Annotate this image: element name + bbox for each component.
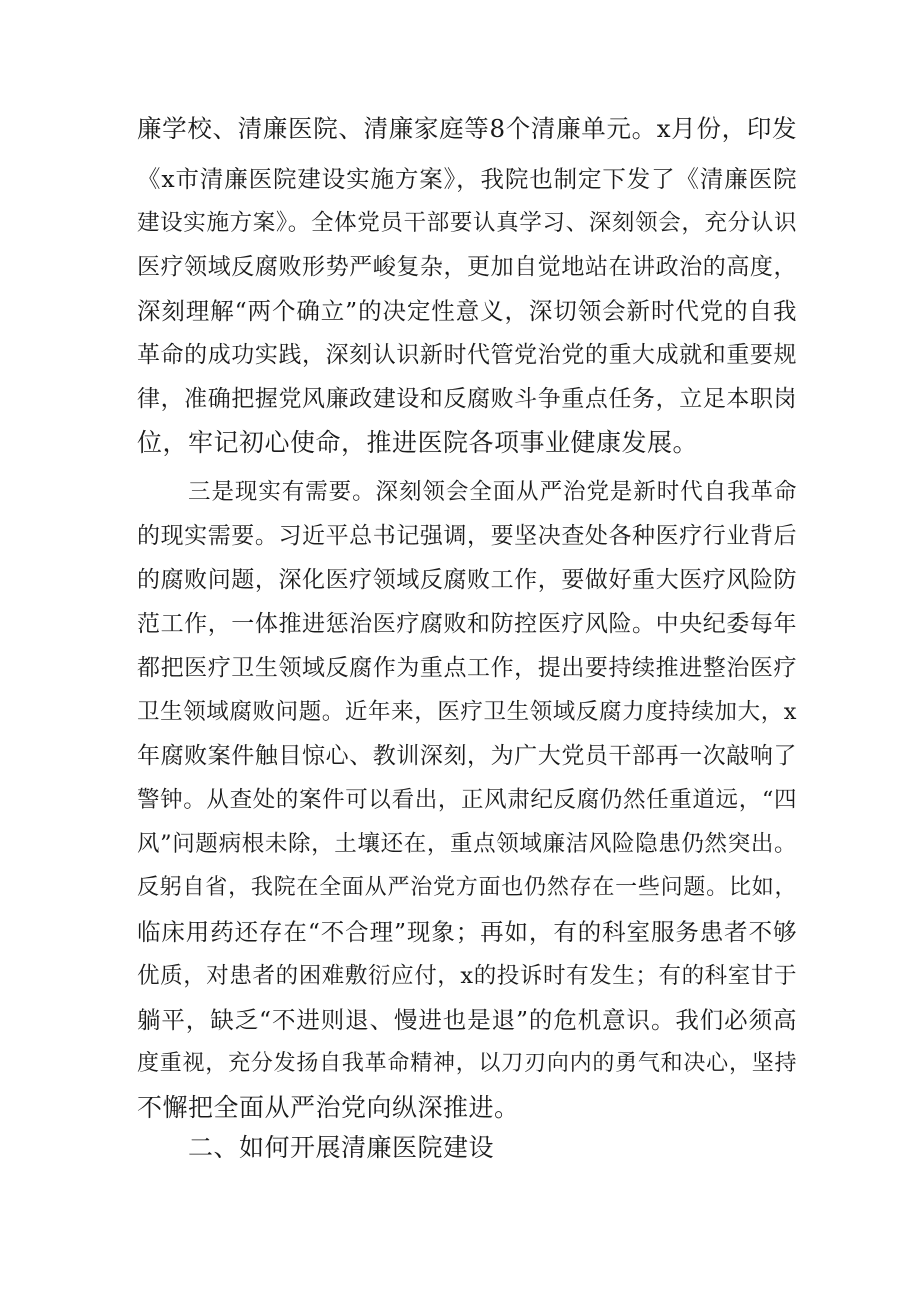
paragraph-2-line-13: 躺平，缺乏“不进则退、慢进也是退”的危机意识。我们必须高 xyxy=(137,1006,797,1034)
paragraph-2-line-14: 度重视，充分发扬自我革命精神，以刀刃向内的勇气和决心，坚持 xyxy=(137,1051,797,1076)
paragraph-1-line-4: 医疗领域反腐败形势严峻复杂，更加自觉地站在讲政治的高度， xyxy=(137,254,797,280)
paragraph-2-line-15: 不懈把全面从严治党向纵深推进。 xyxy=(137,1093,520,1122)
paragraph-1-line-1: 廉学校、清廉医院、清廉家庭等8个清廉单元。x月份，印发 xyxy=(137,114,797,143)
paragraph-2-line-10: 反躬自省，我院在全面从严治党方面也仍然存在一些问题。比如， xyxy=(137,875,797,900)
paragraph-2-line-3: 的腐败问题，深化医疗领域反腐败工作，要做好重大医疗风险防 xyxy=(137,567,797,593)
paragraph-1-line-6: 革命的成功实践，深刻认识新时代管党治党的重大成就和重要规 xyxy=(137,342,797,368)
paragraph-2-line-7: 年腐败案件触目惊心、教训深刻，为广大党员干部再一次敲响了 xyxy=(137,743,797,769)
paragraph-1-line-3: 建设实施方案》。全体党员干部要认真学习、深刻领会，充分认识 xyxy=(137,210,797,236)
paragraph-2-line-4: 范工作，一体推进惩治医疗腐败和防控医疗风险。中央纪委每年 xyxy=(137,611,797,637)
paragraph-2-line-2: 的现实需要。习近平总书记强调，要坚决查处各种医疗行业背后 xyxy=(137,523,797,549)
paragraph-2-line-9: 风”问题病根未除，土壤还在，重点领域廉洁风险隐患仍然突出。 xyxy=(137,831,797,857)
paragraph-2-line-8: 警钟。从查处的案件可以看出，正风肃纪反腐仍然任重道远，“四 xyxy=(137,787,797,813)
paragraph-2-line-12: 优质，对患者的困难敷衍应付，x的投诉时有发生；有的科室甘于 xyxy=(137,963,797,989)
paragraph-2-line-5: 都把医疗卫生领域反腐作为重点工作，提出要持续推进整治医疗 xyxy=(137,655,797,681)
paragraph-2-line-1: 三是现实有需要。深刻领会全面从严治党是新时代自我革命 xyxy=(188,479,797,505)
paragraph-1-line-2: 《x市清廉医院建设实施方案》，我院也制定下发了《清廉医院 xyxy=(137,165,797,193)
paragraph-1-line-7: 律，准确把握党风廉政建设和反腐败斗争重点任务，立足本职岗 xyxy=(137,386,797,412)
paragraph-2-line-6: 卫生领域腐败问题。近年来，医疗卫生领域反腐力度持续加大，x xyxy=(137,699,797,725)
paragraph-1-line-5: 深刻理解“两个确立”的决定性意义，深切领会新时代党的自我 xyxy=(137,297,797,325)
paragraph-1-line-8: 位，牢记初心使命，推进医院各项事业健康发展。 xyxy=(137,428,699,457)
section-heading: 二、如何开展清廉医院建设 xyxy=(188,1133,495,1162)
paragraph-2-line-11: 临床用药还存在“不合理”现象；再如，有的科室服务患者不够 xyxy=(137,918,797,946)
